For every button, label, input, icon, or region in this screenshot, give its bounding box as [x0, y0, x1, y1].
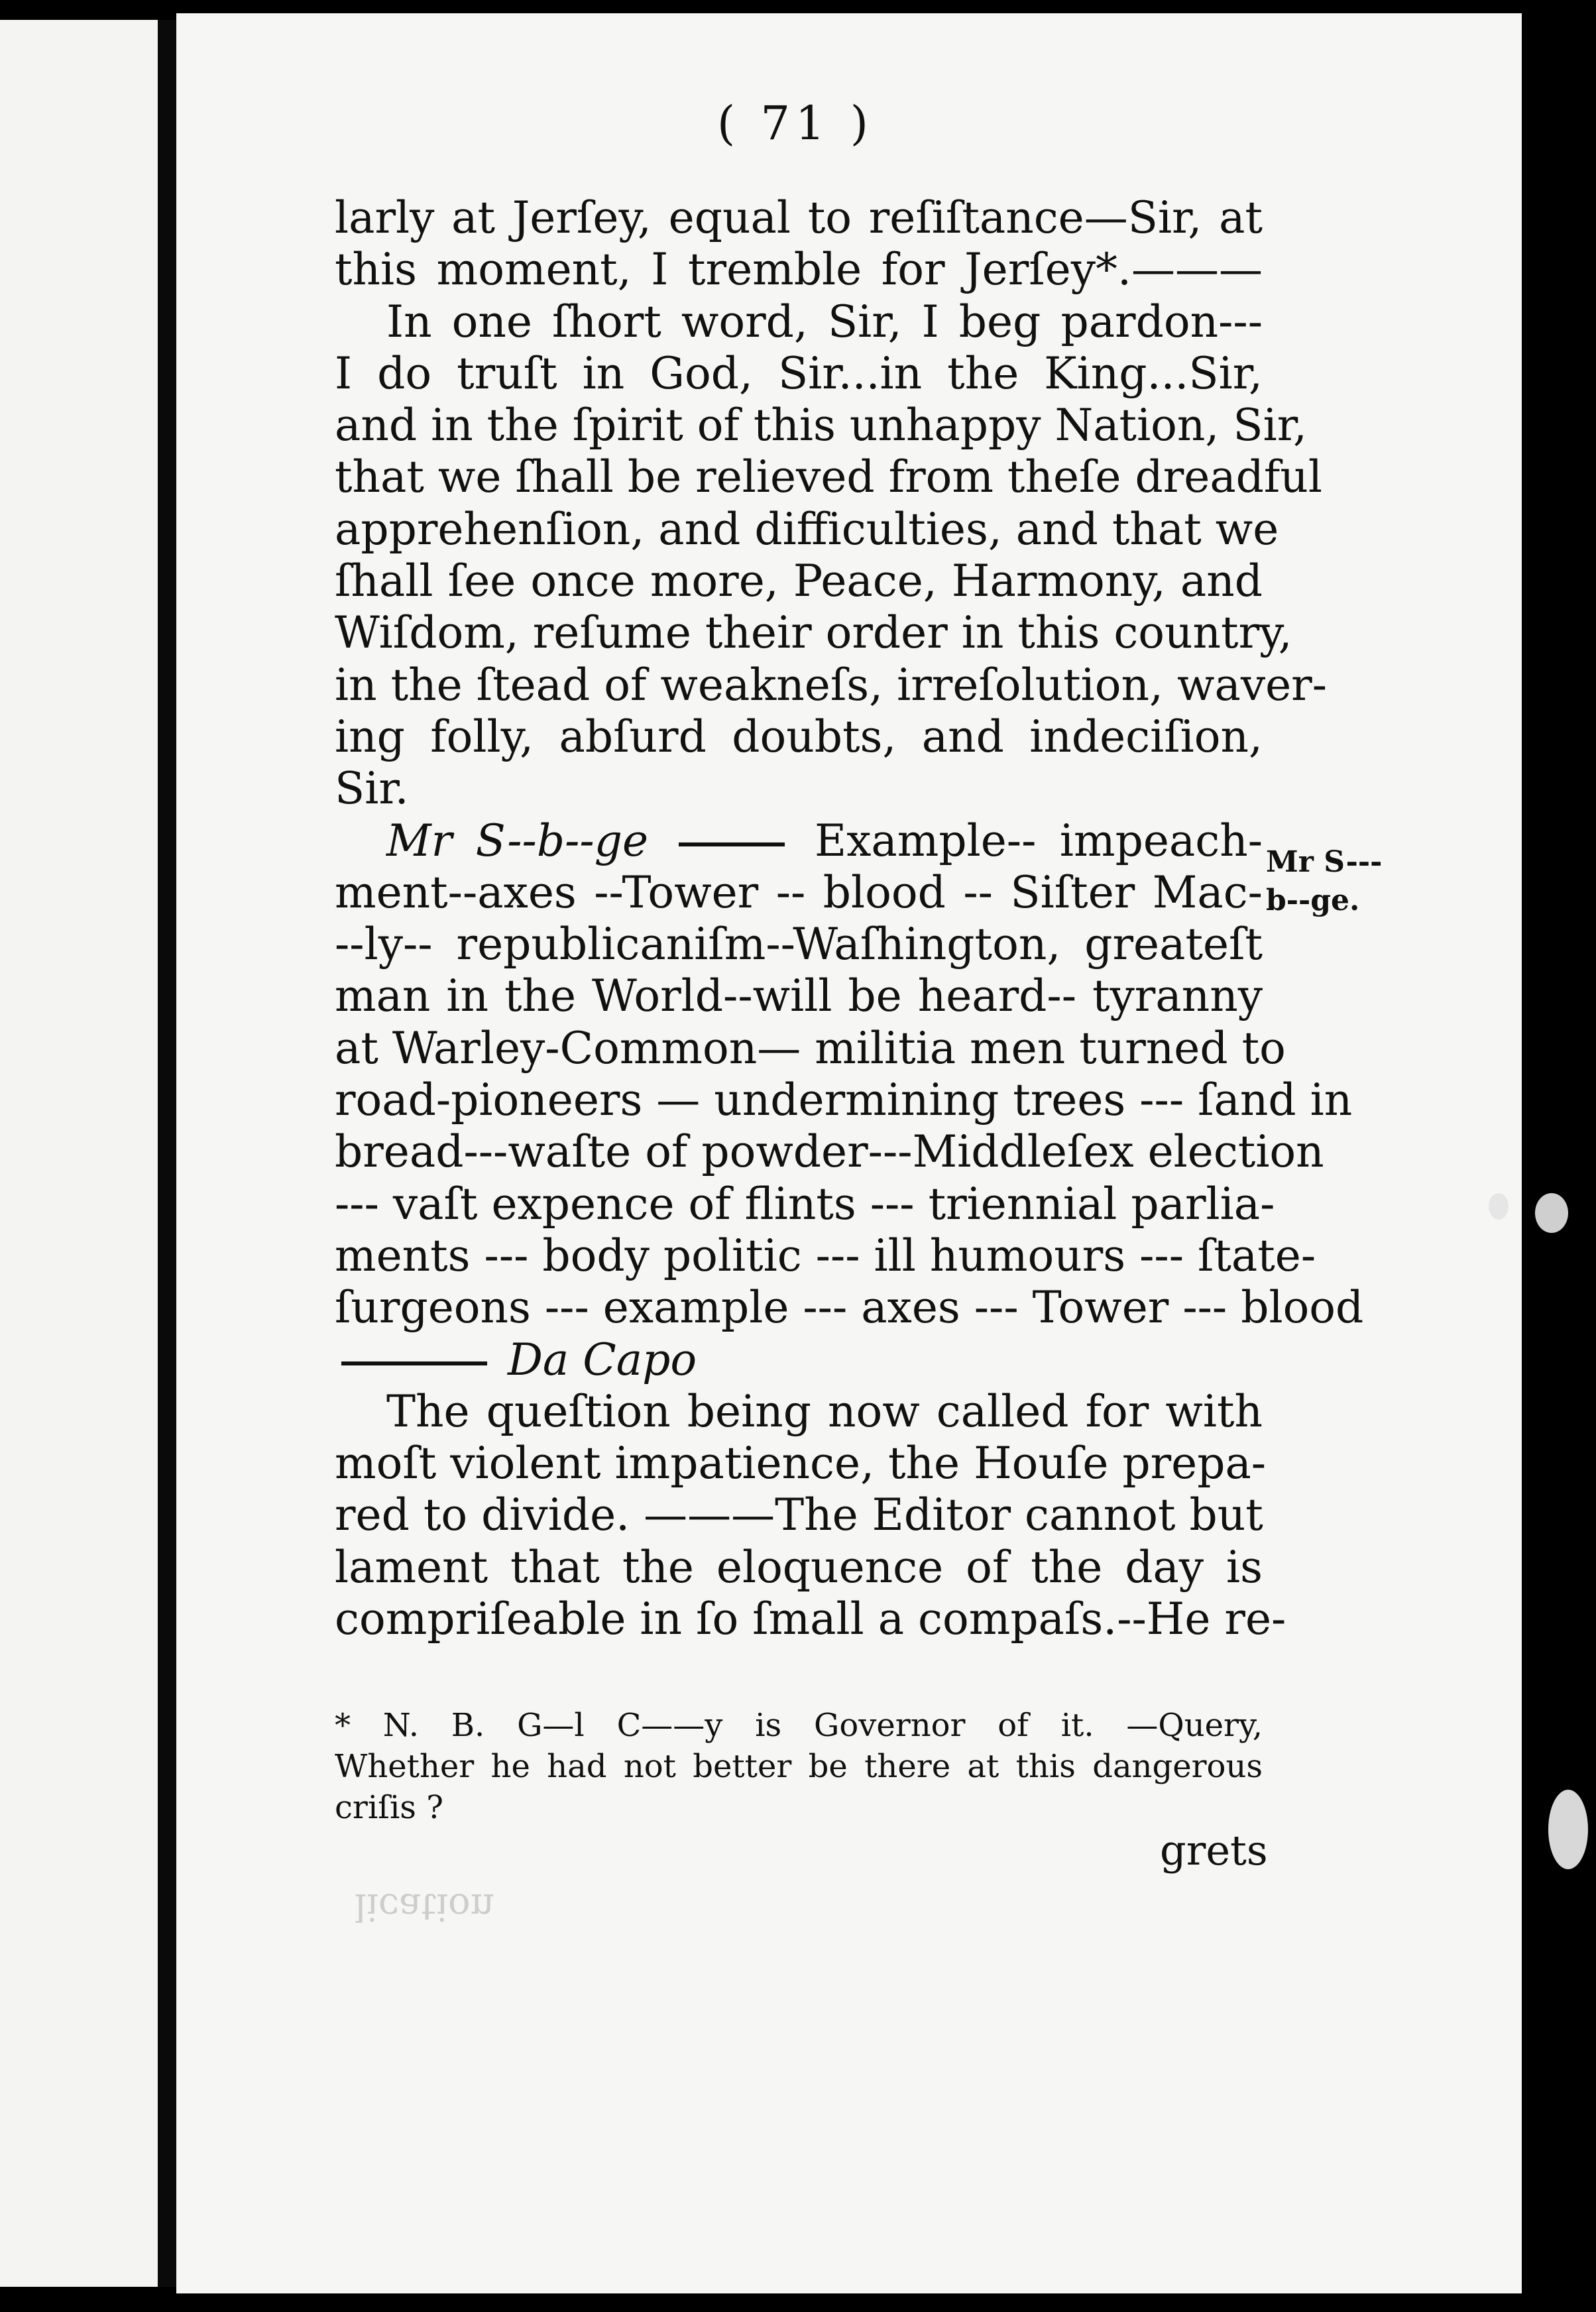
em-rule	[341, 1361, 487, 1365]
text-line: ments --- body politic --- ill humours --- ſtate-	[335, 1230, 1316, 1281]
paragraph-speaker	[335, 815, 1364, 1386]
text-line: at Warley-Common— militia men turned to	[335, 1022, 1286, 1074]
text-line: In one ſhort word, Sir, I beg pardon---	[386, 296, 1263, 347]
text-line: and in the ſpirit of this unhappy Nation, Sir,	[335, 400, 1307, 451]
footnote-line: * N. B. G—l C——y is Governor of it. —Query,	[335, 1707, 1263, 1744]
text-line: bread---waſte of powder---Middleſex election	[335, 1126, 1324, 1178]
marginal-note-line: b--ge.	[1266, 884, 1360, 917]
book-gutter	[158, 20, 176, 2287]
paragraph-speech-end	[335, 192, 1328, 815]
speaker-name: Mr S--b--ge	[386, 815, 649, 866]
text-line: apprehenſion, and difficulties, and that we	[335, 503, 1279, 555]
footnote	[335, 1705, 1263, 1828]
text-line: ing folly, abſurd doubts, and indeciſion,	[335, 711, 1263, 762]
footnote-line: Whether he had not better be there at this dangerous	[335, 1748, 1263, 1785]
text-line: in the ſtead of weakneſs, irreſolution, waver-	[335, 659, 1328, 711]
em-rule	[679, 842, 785, 846]
marginal-note-line: Mr S---	[1266, 845, 1383, 879]
facing-page	[0, 20, 158, 2287]
da-capo-line	[335, 1334, 1263, 1386]
catchword: grets	[1160, 1826, 1268, 1875]
bleed-through-text: lication	[355, 1885, 494, 1928]
text-line: ſhall ſee once more, Peace, Harmony, and	[335, 555, 1263, 607]
text-line: Wiſdom, reſume their order in this country,	[335, 607, 1292, 659]
text-line: Sir.	[335, 763, 409, 815]
page-edge-shadow	[1522, 0, 1596, 2312]
text-line: ment--axes --Tower -- blood -- Siſter Mac-	[335, 866, 1263, 918]
text-line: lament that the eloquence of the day is	[335, 1541, 1263, 1593]
text-line: this moment, I tremble for Jerſey*.———	[335, 244, 1263, 296]
text-line: road-pioneers — undermining trees --- ſand in	[335, 1074, 1353, 1126]
text-line: that we ſhall be relieved from theſe dreadful	[335, 451, 1322, 503]
text-line: compriſeable in ſo ſmall a compaſs.--He re-	[335, 1593, 1286, 1645]
footnote-line: criſis ?	[335, 1789, 443, 1826]
text-line: --- vaſt expence of flints --- triennial parlia-	[335, 1178, 1275, 1230]
text-line: red to divide. ———The Editor cannot but	[335, 1489, 1263, 1541]
speaker-line-rest: Example-- impeach-	[815, 815, 1263, 866]
text-line: man in the World--will be heard-- tyranny	[335, 970, 1263, 1022]
marginal-note	[1266, 843, 1405, 920]
text-line: The queſtion being now called for with	[386, 1385, 1263, 1437]
page-body	[335, 192, 1364, 1645]
text-line: larly at Jerſey, equal to reſiſtance—Sir, at	[335, 192, 1263, 243]
da-capo: Da Capo	[507, 1334, 697, 1385]
page-number: ( 71 )	[716, 96, 874, 150]
text-line: moſt violent impatience, the Houſe prepa-	[335, 1438, 1267, 1489]
text-line: --ly-- republicaniſm--Waſhington, greateſt	[335, 919, 1263, 970]
text-line: ſurgeons --- example --- axes --- Tower --- blood	[335, 1282, 1364, 1334]
text-line: I do truſt in God, Sir...in the King...Sir,	[335, 347, 1263, 399]
paragraph-closing	[335, 1385, 1286, 1645]
speaker-line	[335, 815, 1263, 867]
